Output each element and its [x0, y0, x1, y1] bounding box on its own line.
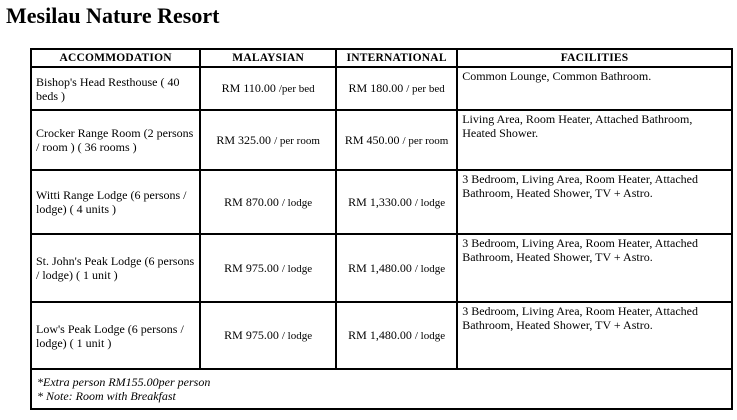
- malaysian-rate: [200, 67, 336, 110]
- international-price: RM 1,330.00: [348, 194, 412, 209]
- international-rate: [336, 110, 457, 170]
- facilities-cell: 3 Bedroom, Living Area, Room Heater, Attached Bathroom, Heated Shower, TV + Astro.: [457, 234, 732, 302]
- table-row: [31, 67, 732, 110]
- malaysian-price: RM 110.00: [221, 81, 276, 95]
- international-price: RM 180.00: [348, 81, 404, 95]
- facilities-cell: 3 Bedroom, Living Area, Room Heater, Attached Bathroom, Heated Shower, TV + Astro.: [457, 170, 732, 234]
- malaysian-rate: [200, 302, 336, 369]
- page-title: Mesilau Nature Resort: [6, 3, 220, 28]
- malaysian-price: RM 975.00: [224, 328, 279, 342]
- malaysian-unit: /per bed: [278, 83, 315, 95]
- header-malaysian: MALAYSIAN: [200, 49, 336, 67]
- international-price: RM 450.00: [344, 132, 400, 147]
- header-accommodation: ACCOMMODATION: [31, 49, 200, 67]
- table-row: [31, 110, 732, 170]
- malaysian-price: RM 870.00: [224, 194, 279, 209]
- facilities-cell: Living Area, Room Heater, Attached Bathroom, Heated Shower.: [457, 110, 732, 170]
- malaysian-rate: [200, 170, 336, 234]
- international-price: RM 1,480.00: [348, 260, 412, 275]
- note-breakfast: * Note: Room with Breakfast: [37, 389, 176, 403]
- table-row: [31, 170, 732, 234]
- accommodation-name: St. John's Peak Lodge (6 persons / lodge) ( 1 unit ): [31, 234, 200, 302]
- international-rate: [336, 170, 457, 234]
- facilities-cell: Common Lounge, Common Bathroom.: [457, 67, 732, 110]
- international-rate: [336, 67, 457, 110]
- malaysian-rate: [200, 110, 336, 170]
- malaysian-unit: / per room: [274, 134, 320, 147]
- notes-row: [31, 369, 732, 409]
- header-international: INTERNATIONAL: [336, 49, 457, 67]
- table-row: [31, 234, 732, 302]
- international-unit: / lodge: [414, 196, 446, 209]
- accommodation-rates-table: [30, 48, 733, 410]
- table-header-row: [31, 49, 732, 67]
- international-rate: [336, 234, 457, 302]
- international-unit: / lodge: [414, 262, 446, 275]
- malaysian-price: RM 975.00: [224, 260, 279, 275]
- note-extra-person: *Extra person RM155.00per person: [37, 375, 211, 389]
- accommodation-name: Crocker Range Room (2 persons / room ) ( 36 rooms ): [31, 110, 200, 170]
- accommodation-name: Low's Peak Lodge (6 persons / lodge) ( 1 unit ): [31, 302, 200, 369]
- malaysian-unit: / lodge: [281, 262, 313, 275]
- international-unit: / per room: [402, 134, 449, 147]
- accommodation-name: Bishop's Head Resthouse ( 40 beds ): [31, 67, 200, 110]
- international-unit: / per bed: [406, 83, 445, 95]
- notes-cell: [31, 369, 732, 409]
- international-price: RM 1,480.00: [348, 328, 412, 342]
- international-rate: [336, 302, 457, 369]
- facilities-cell: 3 Bedroom, Living Area, Room Heater, Attached Bathroom, Heated Shower, TV + Astro.: [457, 302, 732, 369]
- malaysian-unit: / lodge: [281, 330, 313, 342]
- malaysian-unit: / lodge: [281, 196, 313, 209]
- malaysian-rate: [200, 234, 336, 302]
- malaysian-price: RM 325.00: [216, 132, 272, 147]
- header-facilities: FACILITIES: [457, 49, 732, 67]
- table-row: [31, 302, 732, 369]
- accommodation-name: Witti Range Lodge (6 persons / lodge) ( 4 units ): [31, 170, 200, 234]
- international-unit: / lodge: [414, 330, 446, 342]
